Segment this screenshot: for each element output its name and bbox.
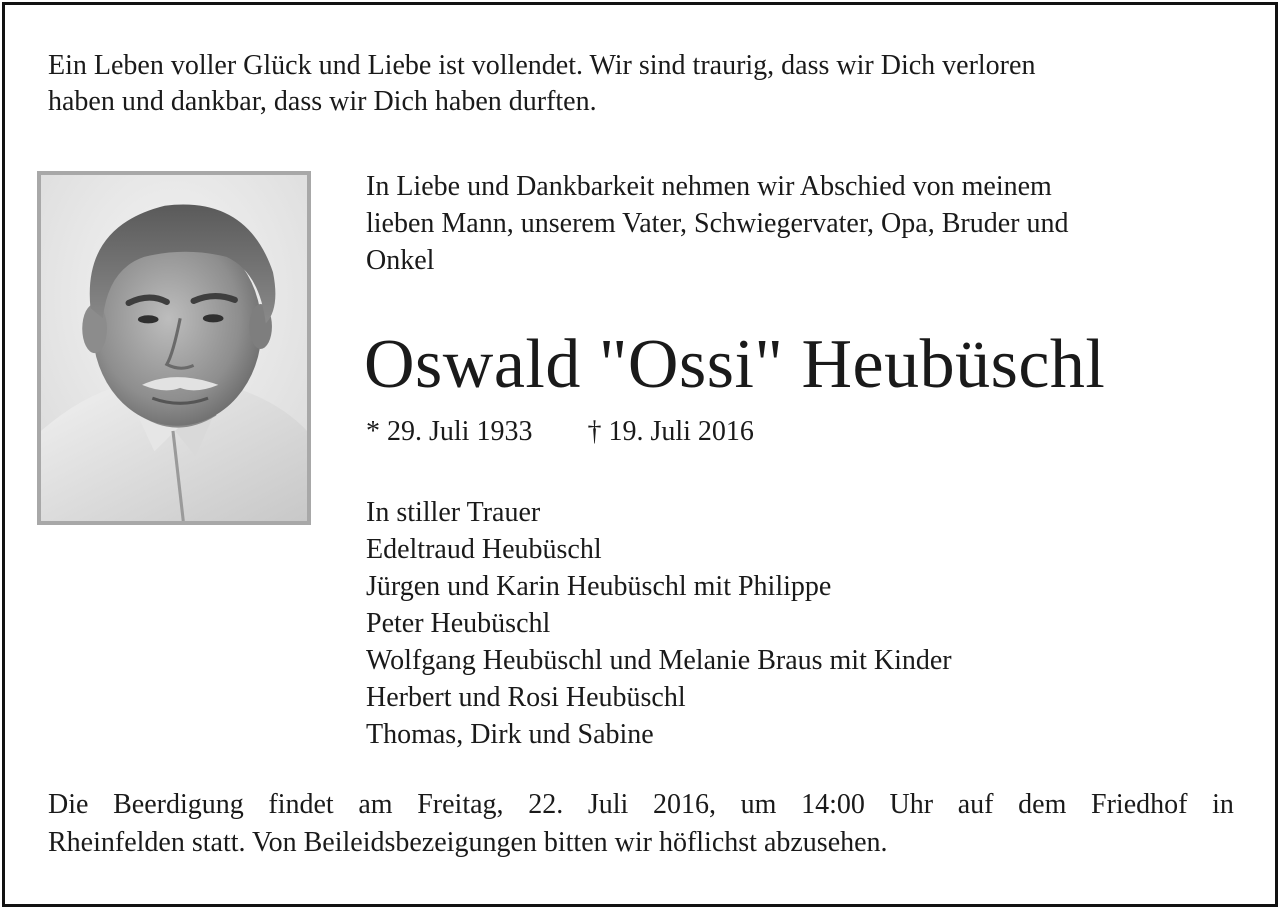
funeral-word: findet (268, 789, 334, 820)
funeral-notice (48, 786, 1234, 862)
portrait-photo (37, 171, 311, 525)
funeral-word: 22. (528, 789, 564, 820)
mourner-entry: Jürgen und Karin Heubüschl mit Philippe (366, 571, 832, 602)
mourner-entry: Herbert und Rosi Heubüschl (366, 682, 686, 713)
funeral-word: am (358, 789, 393, 820)
funeral-line (48, 786, 1234, 824)
mourners-heading: In stiller Trauer (366, 497, 541, 528)
funeral-word: in (1212, 789, 1234, 820)
mourner-entry: Thomas, Dirk und Sabine (366, 719, 654, 750)
funeral-word: 2016, (652, 789, 716, 820)
intro-line: haben und dankbar, dass wir Dich haben durften. (48, 86, 597, 117)
portrait-image (41, 175, 307, 521)
mourner-entry: Edeltraud Heubüschl (366, 534, 602, 565)
funeral-word: dem (1018, 789, 1067, 820)
mourner-entry: Peter Heubüschl (366, 608, 551, 639)
funeral-line: Rheinfelden statt. Von Beileidsbezeigungen bitten wir höflichst abzusehen. (48, 827, 888, 858)
funeral-word: um (740, 789, 777, 820)
funeral-word: Beerdigung (113, 789, 244, 820)
deceased-name: Oswald "Ossi" Heubüschl (364, 326, 1106, 403)
farewell-line: In Liebe und Dankbarkeit nehmen wir Abschied von meinem (366, 171, 1052, 202)
funeral-word: auf (957, 789, 994, 820)
funeral-word: Uhr (889, 789, 934, 820)
farewell-line: lieben Mann, unserem Vater, Schwiegervater, Opa, Bruder und (366, 208, 1069, 239)
death-date: † 19. Juli 2016 (587, 416, 754, 447)
funeral-word: Friedhof (1091, 789, 1188, 820)
farewell-text (366, 168, 1206, 279)
funeral-word: Freitag, (417, 789, 504, 820)
funeral-word: 14:00 (801, 789, 865, 820)
mourner-entry: Wolfgang Heubüschl und Melanie Braus mit Kinder (366, 645, 952, 676)
birth-date: * 29. Juli 1933 (366, 416, 533, 447)
farewell-line: Onkel (366, 245, 435, 276)
funeral-word: Juli (587, 789, 629, 820)
life-dates (366, 414, 754, 450)
intro-verse (48, 48, 1238, 120)
funeral-word: Die (48, 789, 89, 820)
mourners-list (366, 494, 952, 753)
intro-line: Ein Leben voller Glück und Liebe ist vollendet. Wir sind traurig, dass wir Dich verloren (48, 50, 1036, 81)
